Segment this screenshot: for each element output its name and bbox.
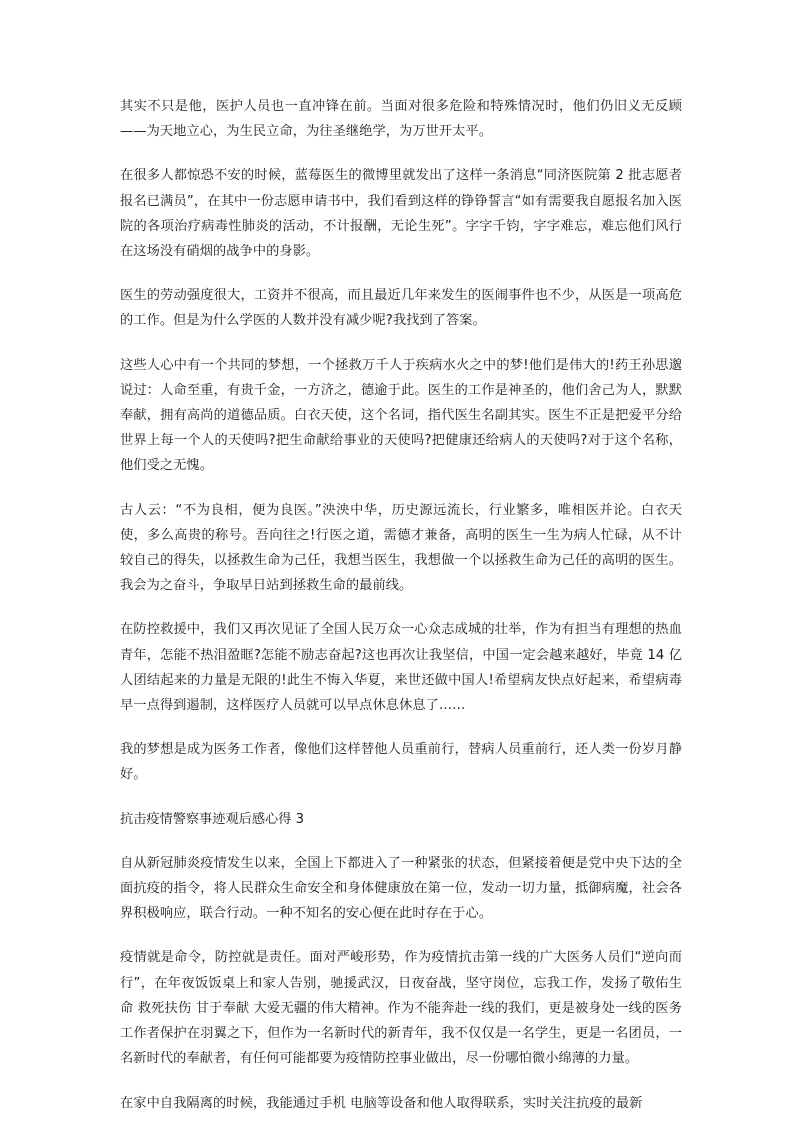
paragraph-3: 医生的劳动强度很大，工资并不很高，而且最近几年来发生的医闹事件也不少，从医是一项高危的工作。但是为什么学医的人数并没有减少呢?我找到了答案。	[120, 288, 682, 329]
paragraph-5: 古人云：“不为良相，便为良医。”泱泱中华，历史源远流长，行业繁多，唯相医并论。白衣天使，多么高贵的称号。吾向往之!行医之道，需德才兼备，高明的医生一生为病人忙碌，从不计较自己的得失，以拯救生命为己任，我想当医生，我想做一个以拯救生命为己任的高明的医生。我会为之奋斗，争取早日站到拯救生命的最前线。	[120, 502, 682, 594]
paragraph-9: 疫情就是命令，防控就是责任。面对严峻形势，作为疫情抗击第一线的广大医务人员们“逆向而行”，在年夜饭饭桌上和家人告别，驰援武汉，日夜奋战，坚守岗位，忘我工作，发扬了敬佑生命 救死扶伤 甘于奉献 大爱无疆的伟大精神。作为不能奔赴一线的我们，更是被身处一线的医务工作者保护在羽翼之下，但作为一名新时代的新青年，我不仅仅是一名学生，更是一名团员，一名新时代的奉献者，有任何可能都要为疫情防控事业做出，尽一份哪怕微小绵薄的力量。	[120, 950, 682, 1067]
paragraph-8: 自从新冠肺炎疫情发生以来，全国上下都进入了一种紧张的状态，但紧接着便是党中央下达的全面抗疫的指令，将人民群众生命安全和身体健康放在第一位，发动一切力量，抵御病魔，社会各界积极响应，联合行动。一种不知名的安心便在此时存在于心。	[120, 855, 682, 922]
document-body	[120, 94, 682, 1135]
paragraph-7: 我的梦想是成为医务工作者，像他们这样替他人员重前行，替病人员重前行，还人类一份岁月静好。	[120, 742, 682, 783]
paragraph-10: 在家中自我隔离的时候，我能通过手机 电脑等设备和他人取得联系，实时关注抗疫的最新	[120, 1095, 643, 1111]
paragraph-4: 这些人心中有一个共同的梦想，一个拯救万千人于疾病水火之中的梦!他们是伟大的!药王孙思邈说过：人命至重，有贵千金，一方济之，德逾于此。医生的工作是神圣的，他们舍己为人，默默奉献，拥有高尚的道德品质。白衣天使，这个名词，指代医生名副其实。医生不正是把爱平分给世界上每一个人的天使吗?把生命献给事业的天使吗?把健康还给病人的天使吗?对于这个名称，他们受之无愧。	[120, 357, 682, 474]
paragraph-6: 在防控救援中，我们又再次见证了全国人民万众一心众志成城的壮举，作为有担当有理想的热血青年，怎能不热泪盈眶?怎能不励志奋起?这也再次让我坚信，中国一定会越来越好，毕竟 14 亿人团结起来的力量是无限的!此生不悔入华夏，来世还做中国人!希望病友快点好起来，希望病毒早一点得到遏制，这样医疗人员就可以早点休息休息了……	[120, 622, 682, 714]
section-heading: 抗击疫情警察事迹观后感心得 3	[120, 811, 305, 827]
paragraph-2: 在很多人都惊恐不安的时候，蓝莓医生的微博里就发出了这样一条消息“同济医院第 2 批志愿者报名已满员”，在其中一份志愿申请书中，我们看到这样的铮铮誓言“如有需要我自愿报名加入医院的各项治疗病毒性肺炎的活动，不计报酬，无论生死”。字字千钧，字字难忘，难忘他们风行在这场没有硝烟的战争中的身影。	[120, 168, 682, 260]
paragraph-1: 其实不只是他，医护人员也一直冲锋在前。当面对很多危险和特殊情况时，他们仍旧义无反顾——为天地立心，为生民立命，为往圣继绝学，为万世开太平。	[120, 99, 682, 140]
